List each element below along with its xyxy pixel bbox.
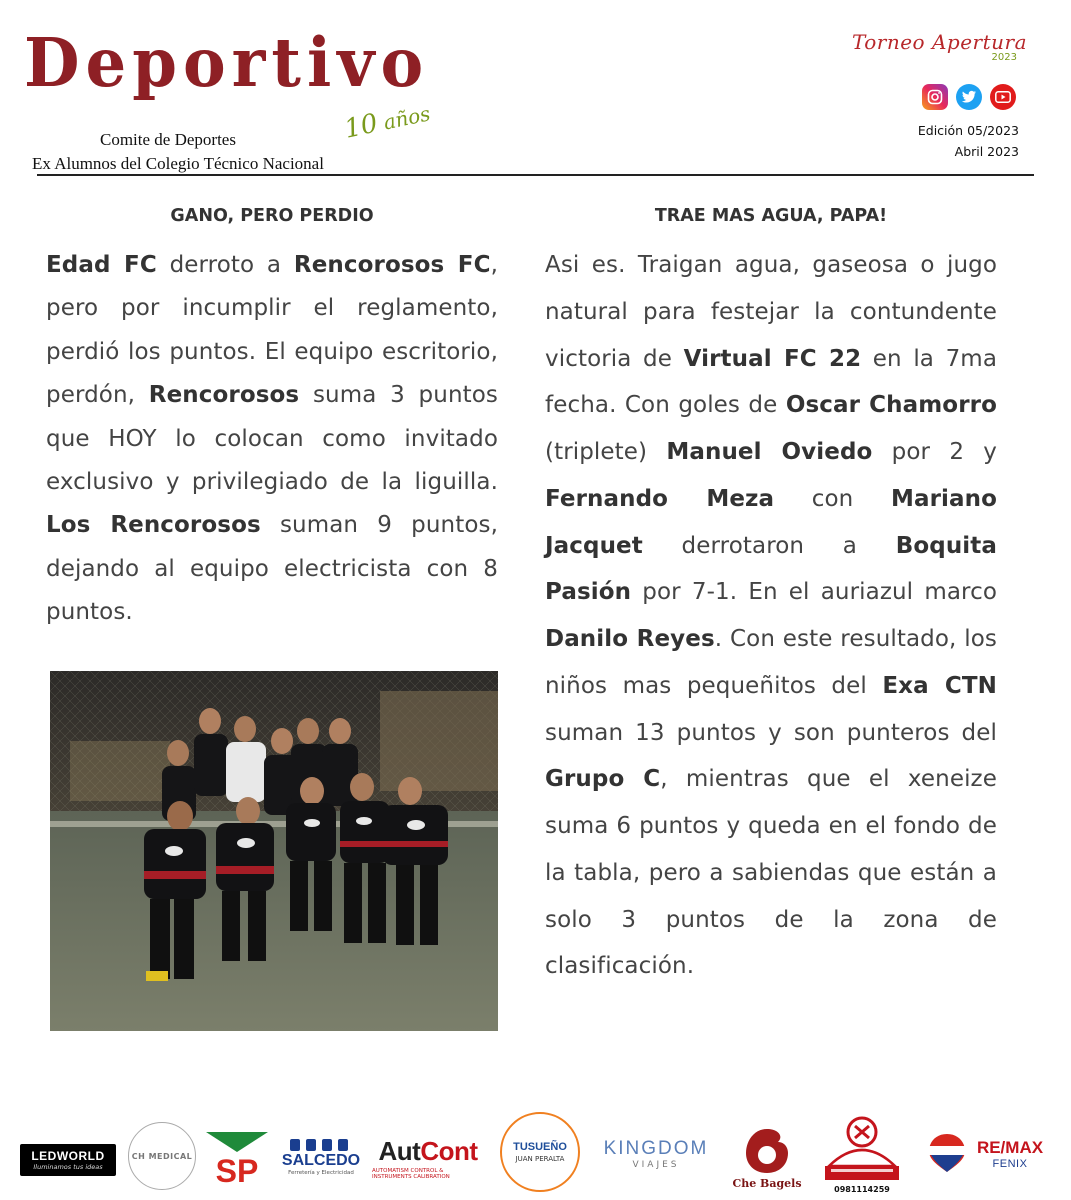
player-name: Manuel Oviedo — [666, 439, 873, 465]
sponsor-sp[interactable] — [206, 1132, 268, 1190]
balloon-icon — [927, 1132, 967, 1174]
sponsor-tagline: Iluminamos tus ideas — [33, 1163, 103, 1171]
sponsor-name: SALCEDO — [281, 1152, 361, 1169]
tournament-label — [852, 30, 1027, 63]
sponsor-tagline: JUAN PERALTA — [515, 1155, 565, 1163]
masthead-logo — [24, 24, 444, 173]
sponsor-name-part: Cont — [420, 1136, 478, 1166]
player-name: Fernando Meza — [545, 485, 775, 512]
article-right-headline: TRAE MAS AGUA, PAPA! — [654, 206, 888, 226]
sponsor-tagline: VIAJES — [632, 1160, 680, 1170]
text-run: (triplete) — [545, 439, 667, 465]
sponsor-remax-balloon[interactable] — [926, 1132, 968, 1174]
text-run: derrotaron a — [642, 532, 896, 559]
sponsor-tagline: FENIX — [992, 1158, 1028, 1170]
sponsor-name — [378, 1136, 477, 1167]
player-name: Danilo Reyes — [545, 626, 715, 652]
player-name: Oscar Chamorro — [785, 392, 997, 419]
mechanic-logo-icon — [817, 1114, 907, 1184]
team-photo — [50, 671, 498, 1031]
sponsor-strip — [0, 1112, 1071, 1200]
sponsor-tusueno[interactable] — [500, 1112, 580, 1192]
tools-icon — [286, 1138, 356, 1152]
sponsor-name-part: Aut — [378, 1136, 421, 1166]
text-run: en la 7ma fecha. Con goles de — [545, 345, 998, 419]
masthead-subtitle-2: Ex Alumnos del Colegio Técnico Nacional — [32, 154, 324, 173]
masthead-title: Deportivo — [24, 24, 430, 103]
sponsor-salcedo[interactable] — [283, 1134, 359, 1180]
social-links — [922, 84, 1016, 110]
sponsor-chebagels[interactable] — [732, 1120, 802, 1196]
text-run: Asi es. Traigan agua, gaseosa o jugo natural para festejar la contundente victoria de — [545, 252, 997, 372]
sponsor-ledworld[interactable] — [20, 1144, 116, 1176]
sponsor-name: Che Bagels — [732, 1176, 802, 1190]
sponsor-kingdom[interactable] — [590, 1134, 722, 1174]
sponsor-tagline: AUTOMATISM CONTROL & INSTRUMENTS CALIBRATION — [372, 1168, 450, 1180]
article-left-headline: GANO, PERO PERDIO — [170, 206, 374, 226]
twitter-icon[interactable] — [956, 84, 982, 110]
article-left-body — [46, 244, 498, 635]
header-divider — [37, 174, 1034, 176]
sponsor-chmedical[interactable] — [128, 1122, 196, 1190]
team-name: Edad FC — [46, 252, 157, 278]
tournament-name: Torneo Apertura — [851, 30, 1027, 54]
sponsor-autcont[interactable] — [372, 1136, 484, 1180]
player-name: Mariano Jacquet — [545, 485, 997, 559]
sp-logo-text: SP — [215, 1153, 259, 1189]
text-run: suman 9 puntos, dejando al equipo electricista con 8 puntos. — [46, 512, 498, 626]
team-name: Los Rencorosos — [46, 512, 261, 539]
sponsor-name: KINGDOM — [603, 1138, 709, 1159]
sponsor-mechanic[interactable] — [812, 1112, 912, 1196]
text-run: , mientras que el xeneize suma 6 puntos y queda en el fondo de la tabla, pero a sabiendas que están a solo 3 puntos de la zona de clasificación. — [545, 766, 997, 980]
bagel-icon — [744, 1127, 790, 1175]
text-run: suman 13 puntos y son punteros del — [545, 719, 997, 746]
sponsor-name: LEDWORLD — [31, 1149, 105, 1163]
anniversary-number: 10 — [341, 108, 381, 145]
sponsor-remax[interactable] — [970, 1134, 1050, 1174]
anniversary-word: años — [381, 101, 433, 135]
sponsor-phone: 0981114259 — [834, 1185, 890, 1194]
group-name: Grupo C — [545, 766, 661, 793]
text-run: suma 3 puntos que HOY lo colocan como invitado exclusivo y privilegiado de la liguilla. — [46, 382, 498, 496]
edition-date: Abril 2023 — [954, 144, 1019, 159]
team-name: Rencorosos — [148, 382, 300, 409]
sponsor-name: TUSUEÑO — [513, 1141, 567, 1153]
masthead-subtitle-1: Comite de Deportes — [100, 130, 236, 149]
text-run: con — [774, 485, 891, 512]
text-run: por 7-1. En el auriazul marco — [631, 579, 997, 606]
youtube-icon[interactable] — [990, 84, 1016, 110]
sponsor-name: CH MEDICAL — [131, 1151, 193, 1161]
instagram-icon[interactable] — [922, 84, 948, 110]
team-name: Boquita Pasión — [545, 532, 997, 606]
sponsor-tagline: Ferretería y Electricidad — [288, 1170, 354, 1176]
tournament-year: 2023 — [991, 52, 1017, 63]
team-name: Virtual FC 22 — [683, 345, 862, 372]
edition-info — [918, 120, 1019, 162]
team-name: Exa CTN — [882, 672, 997, 699]
team-name: Rencorosos FC — [293, 252, 491, 278]
text-run: derroto a — [156, 252, 294, 278]
sp-logo-icon — [206, 1132, 268, 1190]
text-run: por 2 y — [872, 439, 997, 465]
text-run: . Con este resultado, los niños mas pequeñitos del — [545, 626, 998, 699]
sponsor-name: RE/MAX — [976, 1138, 1044, 1157]
text-run: , pero por incumplir el reglamento, perdió los puntos. El equipo escritorio, perdón, — [46, 252, 498, 409]
edition-number: Edición 05/2023 — [917, 123, 1019, 138]
article-right-body — [545, 242, 997, 990]
